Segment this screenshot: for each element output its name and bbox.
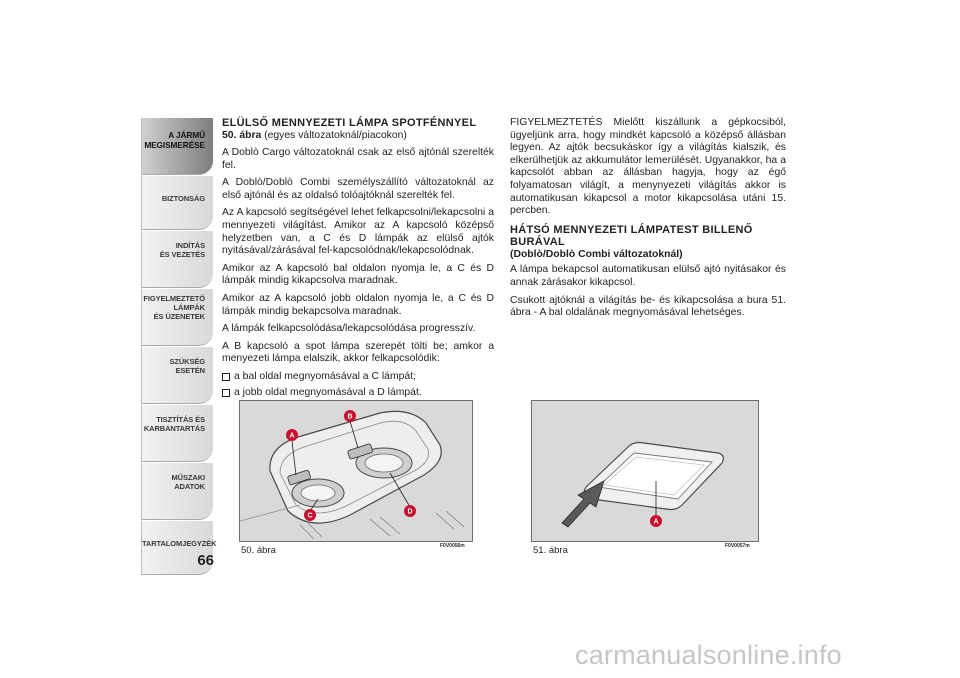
tab-contents[interactable]: TARTALOMJEGYZÉK [141,520,213,575]
label-c: C [307,512,313,520]
warning-paragraph: FIGYELMEZTETÉS Mielőtt kiszállunk a gépkocsiból, ügyeljünk arra, hogy mindkét kapcsoló a középső állásban legyen. Az ajtók becsukáskor így a világítás kialszik, és elkerülhetjük az akkumulátor lemerülését. Ugyanakkor, ha a kapcsolót abban az állásban hagyja, hogy az égő folyamatosan világít, a menynyezeti világítás akkor is automatikusan kikapcsol a motor kikapcsolása utáni 15. percben. [510,117,786,217]
paragraph: Amikor az A kapcsoló jobb oldalon nyomja le, a C és D lámpák mindig bekapcsolva maradnak. [222,293,494,317]
checkbox-bullet-icon [222,373,230,381]
figure-caption: 51. ábra [533,545,568,556]
label-a: A [653,518,659,526]
paragraph: A B kapcsoló a spot lámpa szerepét tölti be; amkor a menyezeti lámpa elalszik, akkor felkapcsolódik: [222,340,494,365]
rear-ceiling-lamp-illustration [532,401,758,541]
figure-reference-note: (egyes változatoknál/piacokon) [261,129,407,141]
label-b: B [347,413,353,421]
paragraph: A Doblò Cargo változatoknál csak az első ajtónál szerelték fel. [222,147,494,171]
figure-reference: 50. ábra [222,129,262,141]
right-column [510,117,786,325]
tab-emergency[interactable]: SZÜKSÉG ESETÉN [141,346,213,404]
paragraph: Az A kapcsoló segítségével lehet felkapcsolni/lekapcsolni a mennyezeti világítást. Amikor az A kapcsoló középső helyzetben van, a C és D lámpák az elülső ajtók nyitásával/zárásával fel-kapcsolódnak/lekapcsolódnak. [222,207,494,257]
figure-code: F0V0056m [440,543,465,549]
paragraph: A Doblò/Doblò Combi személyszállító változatoknál az első ajtónál és az oldalsó tolóajtóknál szerelték fel. [222,177,494,201]
label-d: D [407,508,413,516]
paragraph: Csukott ajtóknál a világítás be- és kikapcsolása a bura 51. ábra - A bal oldalának megnyomásával lehetséges. [510,294,786,319]
chapter-tabs [141,117,217,575]
figure-caption: 50. ábra [241,545,276,556]
watermark: carmanualsonline.info [575,640,842,670]
left-column [222,117,494,402]
figure-front-ceiling-lamp [239,400,473,542]
tab-maintenance[interactable]: TISZTÍTÁS ÉS KARBANTARTÁS [141,404,213,462]
paragraph: Amikor az A kapcsoló bal oldalon nyomja le, a C és D lámpák mindig kikapcsolva maradnak. [222,262,494,287]
tab-vehicle-overview[interactable]: A JÁRMŰ MEGISMERÉSE [141,117,213,175]
front-ceiling-lamp-illustration [240,401,472,541]
checkbox-bullet-icon [222,389,230,397]
page-number: 66 [197,552,214,569]
paragraph: A lámpa bekapcsol automatikusan elülső ajtó nyitásakor és annak zárásakor kikapcsol. [510,264,786,288]
figure-rear-ceiling-lamp [531,400,759,542]
tab-technical-data[interactable]: MŰSZAKI ADATOK [141,462,213,520]
section-subheading: (Doblò/Doblò Combi változatoknál) [510,248,683,260]
bullet-list [222,371,494,399]
label-a: A [289,432,295,440]
figure-code: F0V0057m [725,543,750,549]
tab-starting-driving[interactable]: INDÍTÁS ÉS VEZETÉS [141,230,213,288]
section-heading-rear-lamp: HÁTSÓ MENNYEZETI LÁMPATEST BILLENŐ BURÁVAL [510,223,753,249]
tab-safety[interactable]: BIZTONSÁG [141,175,213,230]
section-heading-front-lamp: ELÜLSŐ MENNYEZETI LÁMPA SPOTFÉNNYEL [222,117,477,129]
list-item: a jobb oldal megnyomásával a D lámpát. [222,387,494,400]
list-item: a bal oldal megnyomásával a C lámpát; [222,371,494,384]
tab-warning-lights[interactable]: FIGYELMEZTETŐ LÁMPÁK ÉS ÜZENETEK [141,288,213,346]
paragraph: A lámpák felkapcsolódása/lekapcsolódása progresszív. [222,323,476,335]
